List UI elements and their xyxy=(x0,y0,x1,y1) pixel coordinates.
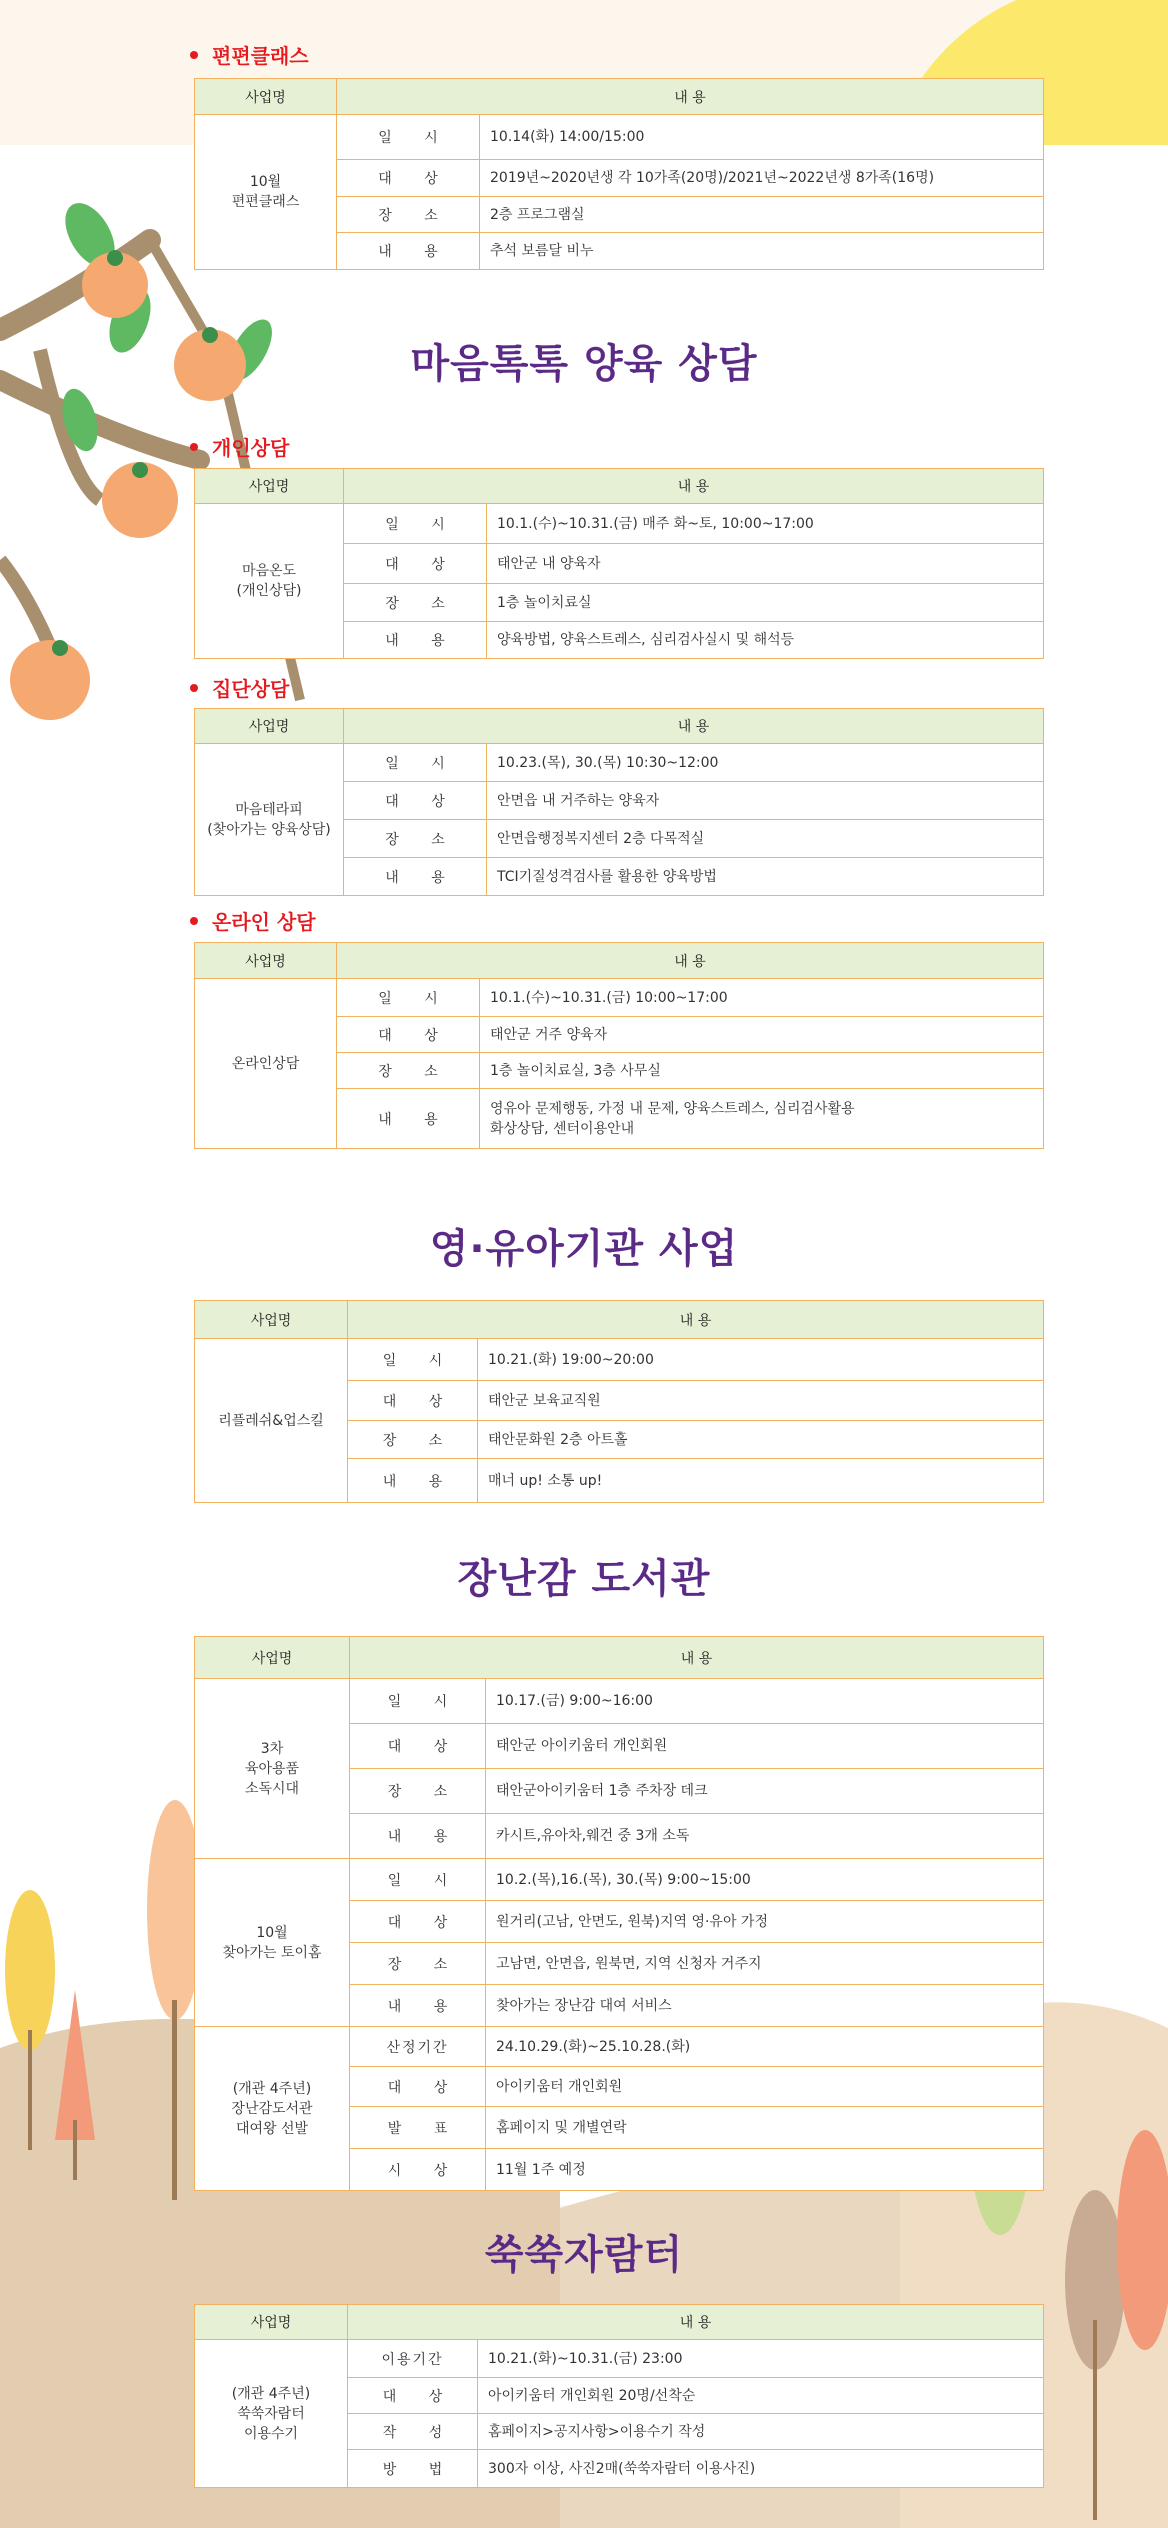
program-name: 10월 찾아가는 토이홈 xyxy=(195,1859,350,2027)
title-infant: 영·유아기관 사업 xyxy=(429,1226,739,1272)
row-key: 내 용 xyxy=(350,1985,486,2027)
header-content: 내 용 xyxy=(348,2305,1044,2340)
row-value: 11월 1주 예정 xyxy=(486,2149,1044,2191)
bullet-dot-icon xyxy=(190,51,198,59)
table-row xyxy=(195,504,1044,544)
title-toy-library: 장난감 도서관 xyxy=(457,1556,711,1602)
row-key: 대 상 xyxy=(350,2067,486,2107)
row-value: 10.1.(수)~10.31.(금) 매주 화~토, 10:00~17:00 xyxy=(487,504,1044,544)
row-key: 내 용 xyxy=(344,858,487,896)
header-content: 내 용 xyxy=(350,1637,1044,1679)
section-label-class: 편편클래스 xyxy=(190,40,309,69)
program-name: 온라인상담 xyxy=(195,979,337,1149)
program-name: 마음온도 (개인상담) xyxy=(195,504,344,659)
row-value: TCI기질성격검사를 활용한 양육방법 xyxy=(487,858,1044,896)
table-row xyxy=(195,1339,1044,1381)
bullet-dot-icon xyxy=(190,443,198,451)
row-key: 내 용 xyxy=(350,1814,486,1859)
title-counsel: 마음톡톡 양육 상담 xyxy=(410,341,758,387)
header-name: 사업명 xyxy=(195,79,337,115)
table-row xyxy=(195,2027,1044,2067)
row-key: 산정기간 xyxy=(350,2027,486,2067)
row-key: 대 상 xyxy=(350,1724,486,1769)
table-row xyxy=(195,1859,1044,1901)
header-content: 내 용 xyxy=(337,79,1044,115)
row-value: 태안군 아이키움터 개인회원 xyxy=(486,1724,1044,1769)
row-key: 대 상 xyxy=(337,1017,480,1053)
row-value: 태안군아이키움터 1층 주차장 데크 xyxy=(486,1769,1044,1814)
row-key: 대 상 xyxy=(344,782,487,820)
personal-counsel-table xyxy=(194,468,1044,659)
table-header-row xyxy=(195,943,1044,979)
row-value: 10.14(화) 14:00/15:00 xyxy=(480,115,1044,160)
header-name: 사업명 xyxy=(195,1637,350,1679)
row-value: 카시트,유아차,웨건 중 3개 소독 xyxy=(486,1814,1044,1859)
row-value: 고남면, 안면읍, 원북면, 지역 신청자 거주지 xyxy=(486,1943,1044,1985)
row-key: 대 상 xyxy=(344,544,487,584)
row-value: 찾아가는 장난감 대여 서비스 xyxy=(486,1985,1044,2027)
row-value: 10.23.(목), 30.(목) 10:30~12:00 xyxy=(487,744,1044,782)
row-key: 일 시 xyxy=(350,1679,486,1724)
table-row xyxy=(195,744,1044,782)
table-header-row xyxy=(195,709,1044,744)
toy-library-table xyxy=(194,1636,1044,2191)
play-table xyxy=(194,2304,1044,2488)
header-content: 내 용 xyxy=(337,943,1044,979)
table-header-row xyxy=(195,1301,1044,1339)
row-value: 10.2.(목),16.(목), 30.(목) 9:00~15:00 xyxy=(486,1859,1044,1901)
row-value: 태안군 보육교직원 xyxy=(478,1381,1044,1421)
row-key: 장 소 xyxy=(344,584,487,622)
row-key: 대 상 xyxy=(337,160,480,197)
class-table xyxy=(194,78,1044,270)
row-value: 24.10.29.(화)~25.10.28.(화) xyxy=(486,2027,1044,2067)
row-key: 발 표 xyxy=(350,2107,486,2149)
table-header-row xyxy=(195,2305,1044,2340)
program-name: 3차 육아용품 소독시대 xyxy=(195,1679,350,1859)
row-key: 일 시 xyxy=(344,504,487,544)
row-key: 일 시 xyxy=(337,979,480,1017)
table-row xyxy=(195,115,1044,160)
online-counsel-table xyxy=(194,942,1044,1149)
header-name: 사업명 xyxy=(195,2305,348,2340)
section-label-personal: 개인상담 xyxy=(190,432,289,461)
row-value: 홈페이지>공지사항>이용수기 작성 xyxy=(478,2414,1044,2450)
row-value: 10.21.(화)~10.31.(금) 23:00 xyxy=(478,2340,1044,2378)
program-name: 리플레쉬&업스킬 xyxy=(195,1339,348,1503)
row-value: 안면읍행정복지센터 2층 다목적실 xyxy=(487,820,1044,858)
row-key: 대 상 xyxy=(348,2378,478,2414)
row-value: 300자 이상, 사진2매(쑥쑥자람터 이용사진) xyxy=(478,2450,1044,2488)
header-content: 내 용 xyxy=(344,469,1044,504)
row-key: 장 소 xyxy=(337,197,480,233)
row-key: 방 법 xyxy=(348,2450,478,2488)
row-key: 대 상 xyxy=(350,1901,486,1943)
row-key: 대 상 xyxy=(348,1381,478,1421)
table-row xyxy=(195,2340,1044,2378)
header-content: 내 용 xyxy=(344,709,1044,744)
row-key: 장 소 xyxy=(348,1421,478,1459)
row-key: 시 상 xyxy=(350,2149,486,2191)
program-name: 마음테라피 (찾아가는 양육상담) xyxy=(195,744,344,896)
row-value: 태안문화원 2층 아트홀 xyxy=(478,1421,1044,1459)
row-value: 2층 프로그램실 xyxy=(480,197,1044,233)
row-value: 영유아 문제행동, 가정 내 문제, 양육스트레스, 심리검사활용 화상상담, 센터이용안내 xyxy=(480,1089,1044,1149)
row-key: 내 용 xyxy=(337,1089,480,1149)
header-name: 사업명 xyxy=(195,469,344,504)
row-value: 추석 보름달 비누 xyxy=(480,233,1044,270)
row-key: 일 시 xyxy=(344,744,487,782)
section-label-group: 집단상담 xyxy=(190,673,289,702)
row-value: 홈페이지 및 개별연락 xyxy=(486,2107,1044,2149)
program-name: 10월 편편클래스 xyxy=(195,115,337,270)
header-content: 내 용 xyxy=(348,1301,1044,1339)
row-value: 안면읍 내 거주하는 양육자 xyxy=(487,782,1044,820)
row-key: 일 시 xyxy=(337,115,480,160)
table-row xyxy=(195,1679,1044,1724)
row-value: 원거리(고남, 안면도, 원북)지역 영·유아 가정 xyxy=(486,1901,1044,1943)
row-key: 장 소 xyxy=(344,820,487,858)
row-value: 10.1.(수)~10.31.(금) 10:00~17:00 xyxy=(480,979,1044,1017)
row-key: 일 시 xyxy=(348,1339,478,1381)
row-key: 장 소 xyxy=(350,1943,486,1985)
group-counsel-table xyxy=(194,708,1044,896)
row-key: 이용기간 xyxy=(348,2340,478,2378)
header-name: 사업명 xyxy=(195,709,344,744)
row-key: 내 용 xyxy=(344,622,487,659)
program-name: (개관 4주년) 장난감도서관 대여왕 선발 xyxy=(195,2027,350,2191)
row-value: 양육방법, 양육스트레스, 심리검사실시 및 해석등 xyxy=(487,622,1044,659)
table-header-row xyxy=(195,79,1044,115)
bullet-dot-icon xyxy=(190,917,198,925)
row-value: 10.21.(화) 19:00~20:00 xyxy=(478,1339,1044,1381)
row-value: 아이키움터 개인회원 20명/선착순 xyxy=(478,2378,1044,2414)
table-header-row xyxy=(195,1637,1044,1679)
row-value: 1층 놀이치료실 xyxy=(487,584,1044,622)
table-header-row xyxy=(195,469,1044,504)
row-key: 내 용 xyxy=(348,1459,478,1503)
row-value: 10.17.(금) 9:00~16:00 xyxy=(486,1679,1044,1724)
row-value: 태안군 내 양육자 xyxy=(487,544,1044,584)
row-key: 내 용 xyxy=(337,233,480,270)
row-key: 작 성 xyxy=(348,2414,478,2450)
infant-table xyxy=(194,1300,1044,1503)
header-name: 사업명 xyxy=(195,943,337,979)
row-value: 1층 놀이치료실, 3층 사무실 xyxy=(480,1053,1044,1089)
row-value: 태안군 거주 양육자 xyxy=(480,1017,1044,1053)
bullet-dot-icon xyxy=(190,684,198,692)
row-value: 매너 up! 소통 up! xyxy=(478,1459,1044,1503)
row-key: 장 소 xyxy=(337,1053,480,1089)
table-row xyxy=(195,979,1044,1017)
row-value: 2019년~2020년생 각 10가족(20명)/2021년~2022년생 8가족(16명) xyxy=(480,160,1044,197)
section-label-online: 온라인 상담 xyxy=(190,906,316,935)
row-key: 장 소 xyxy=(350,1769,486,1814)
title-play: 쑥쑥자람터 xyxy=(484,2232,684,2278)
row-value: 아이키움터 개인회원 xyxy=(486,2067,1044,2107)
row-key: 일 시 xyxy=(350,1859,486,1901)
program-name: (개관 4주년) 쑥쑥자람터 이용수기 xyxy=(195,2340,348,2488)
header-name: 사업명 xyxy=(195,1301,348,1339)
